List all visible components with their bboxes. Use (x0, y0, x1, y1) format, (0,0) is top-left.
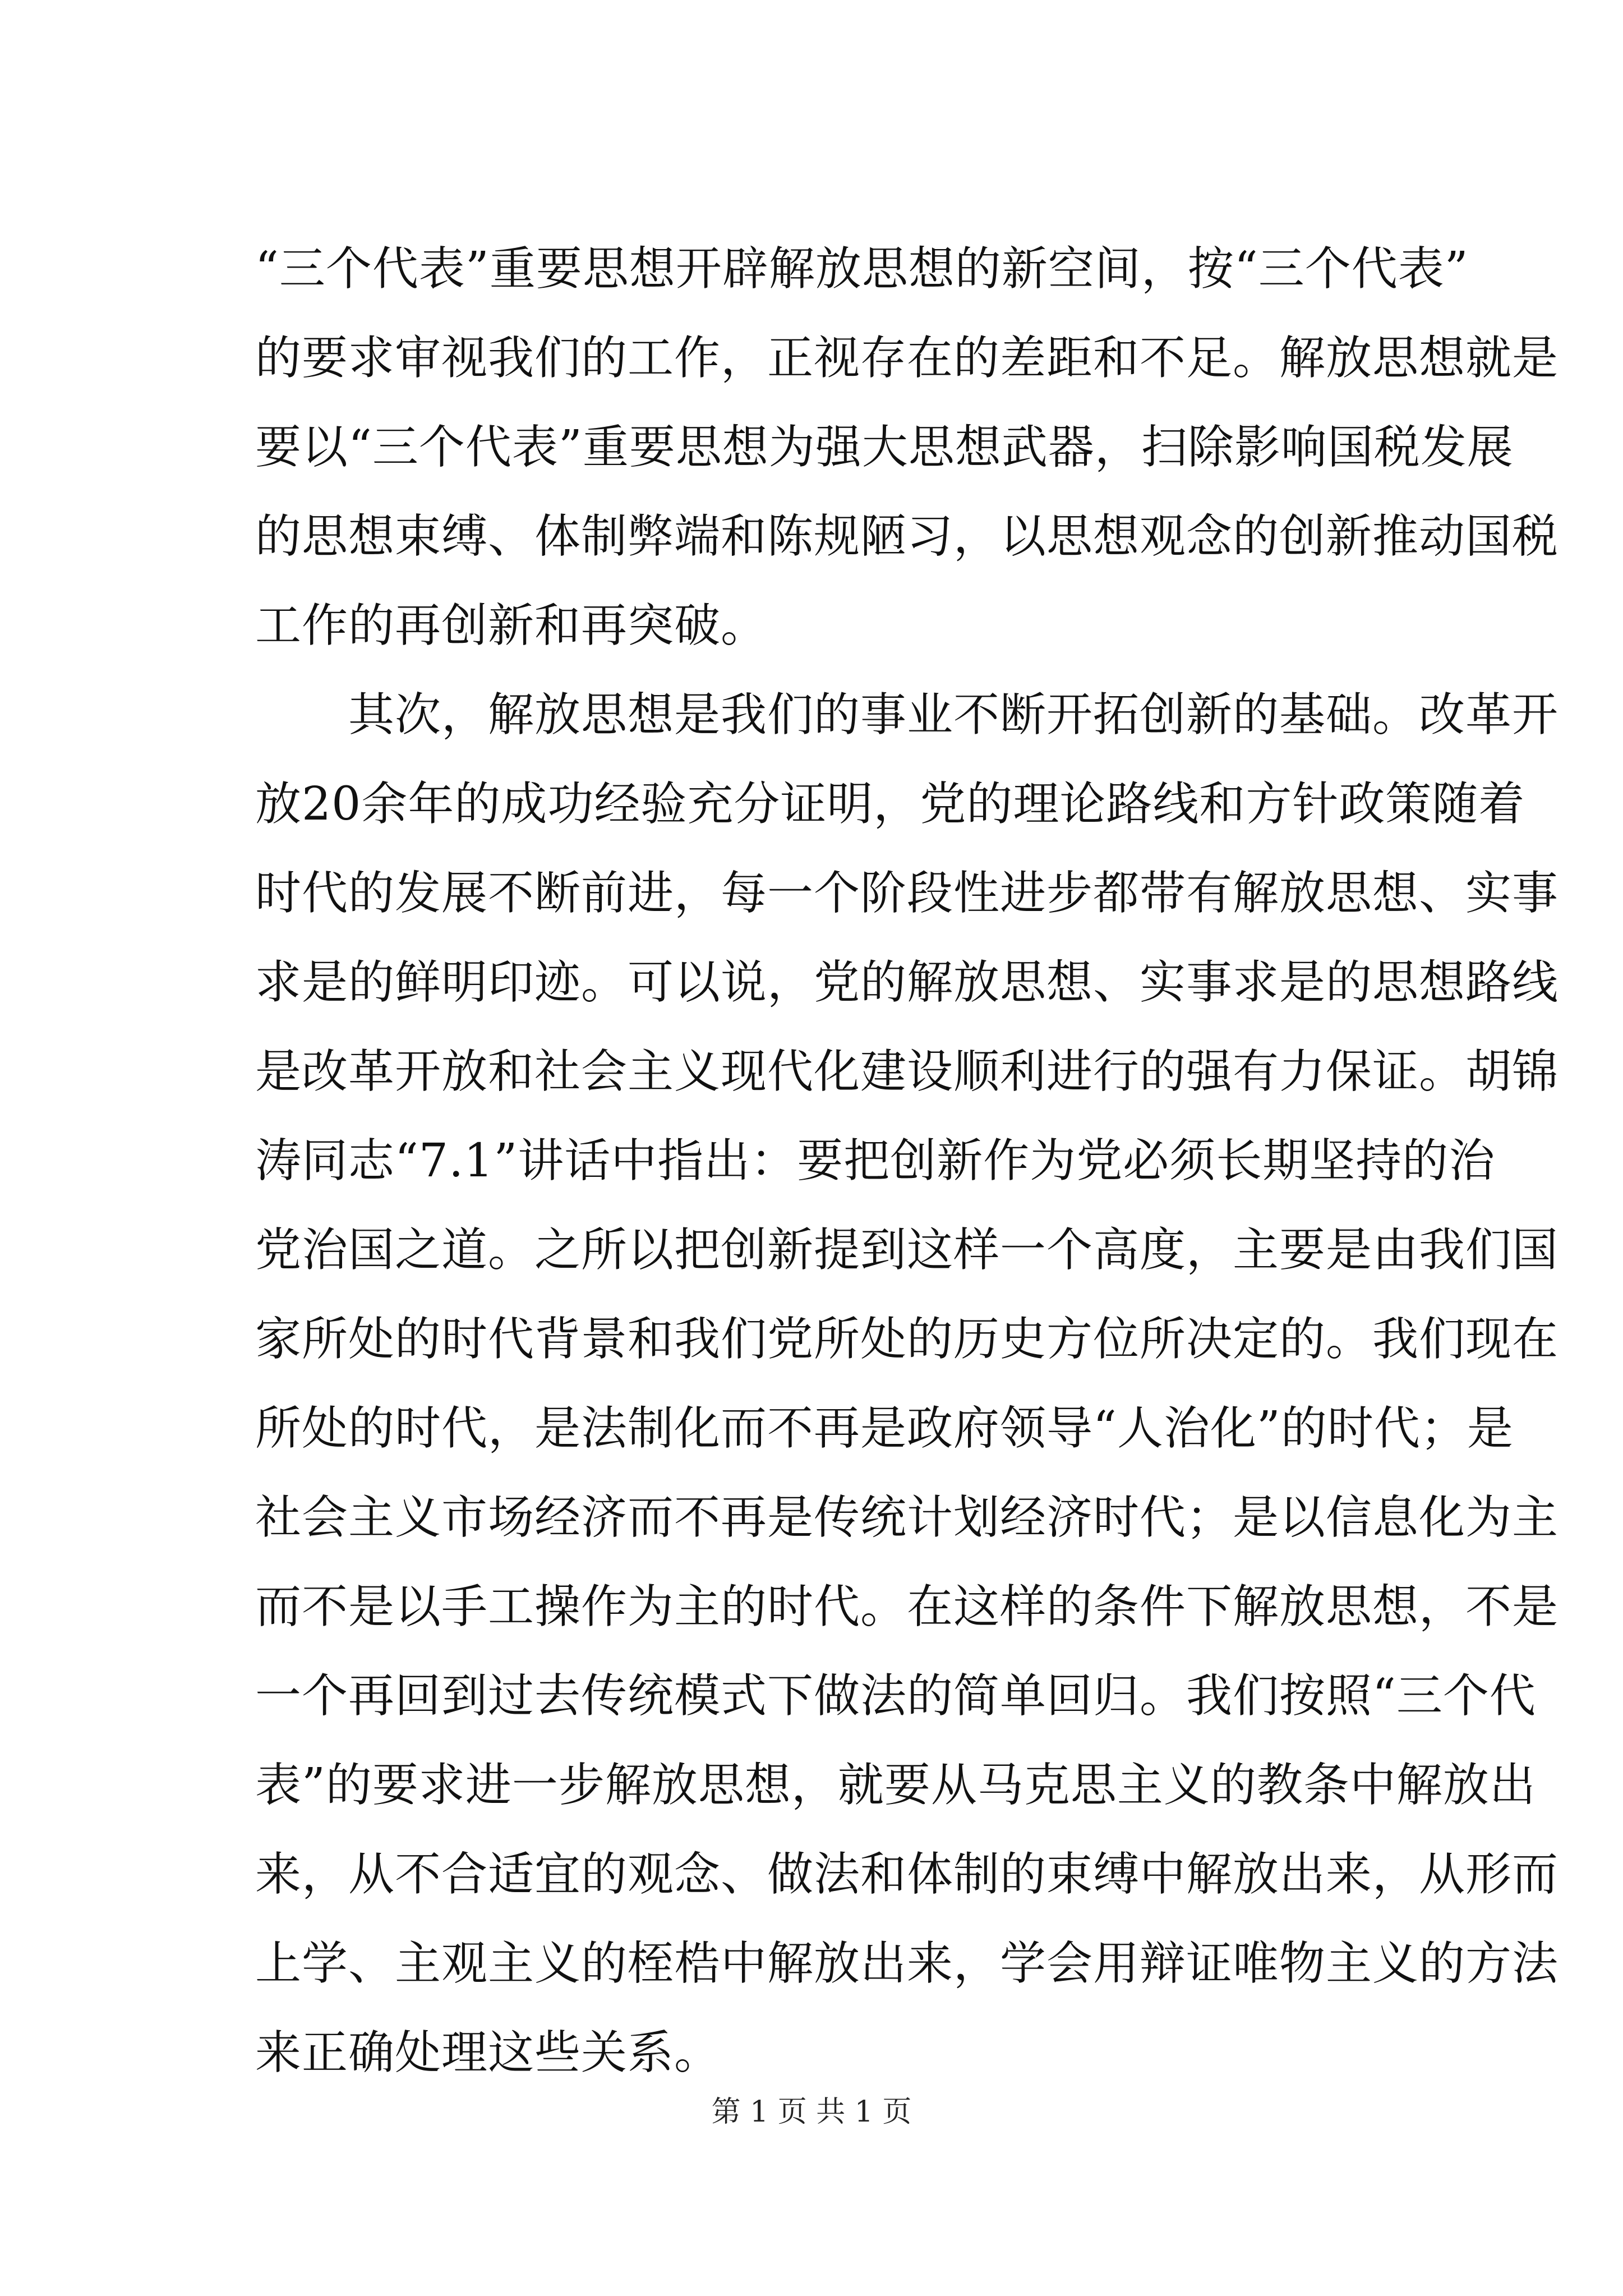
text-line: 工作的再创新和再突破。 (255, 599, 768, 652)
text-line: 的要求审视我们的工作，正视存在的差距和不足。解放思想就是 (255, 332, 1559, 385)
text-line: 时代的发展不断前进，每一个阶段性进步都带有解放思想、实事 (255, 867, 1559, 920)
page-number-label: 第 1 页 共 1 页 (711, 2095, 912, 2129)
page-footer (0, 2090, 1623, 2134)
text-line: 放20余年的成功经验充分证明，党的理论路线和方针政策随着 (255, 777, 1525, 831)
text-line: 而不是以手工操作为主的时代。在这样的条件下解放思想，不是 (255, 1580, 1559, 1634)
text-line: 是改革开放和社会主义现代化建设顺利进行的强有力保证。胡锦 (255, 1045, 1559, 1098)
text-line: 表”的要求进一步解放思想，就要从马克思主义的教条中解放出 (255, 1759, 1536, 1812)
text-line: 求是的鲜明印迹。可以说，党的解放思想、实事求是的思想路线 (255, 956, 1559, 1009)
text-line: 党治国之道。之所以把创新提到这样一个高度，主要是由我们国 (255, 1223, 1559, 1277)
body-text (255, 224, 1559, 2097)
text-line: 来正确处理这些关系。 (255, 2026, 721, 2079)
text-line: 的思想束缚、体制弊端和陈规陋习，以思想观念的创新推动国税 (255, 510, 1559, 563)
paragraph-start-line: 其次，解放思想是我们的事业不断开拓创新的基础。改革开 (255, 688, 1559, 742)
text-line: 上学、主观主义的桎梏中解放出来，学会用辩证唯物主义的方法 (255, 1937, 1559, 1990)
text-line: 家所处的时代背景和我们党所处的历史方位所决定的。我们现在 (255, 1313, 1559, 1366)
text-line: 社会主义市场经济而不再是传统计划经济时代；是以信息化为主 (255, 1491, 1559, 1544)
text-line: 来，从不合适宜的观念、做法和体制的束缚中解放出来，从形而 (255, 1848, 1559, 1901)
text-line: “三个代表”重要思想开辟解放思想的新空间，按“三个代表” (255, 242, 1469, 296)
text-line: 所处的时代，是法制化而不再是政府领导“人治化”的时代；是 (255, 1402, 1514, 1455)
text-line: 涛同志“7.1”讲话中指出：要把创新作为党必须长期坚持的治 (255, 1134, 1496, 1188)
text-line: 一个再回到过去传统模式下做法的简单回归。我们按照“三个代 (255, 1669, 1536, 1723)
text-line: 要以“三个代表”重要思想为强大思想武器，扫除影响国税发展 (255, 421, 1514, 474)
